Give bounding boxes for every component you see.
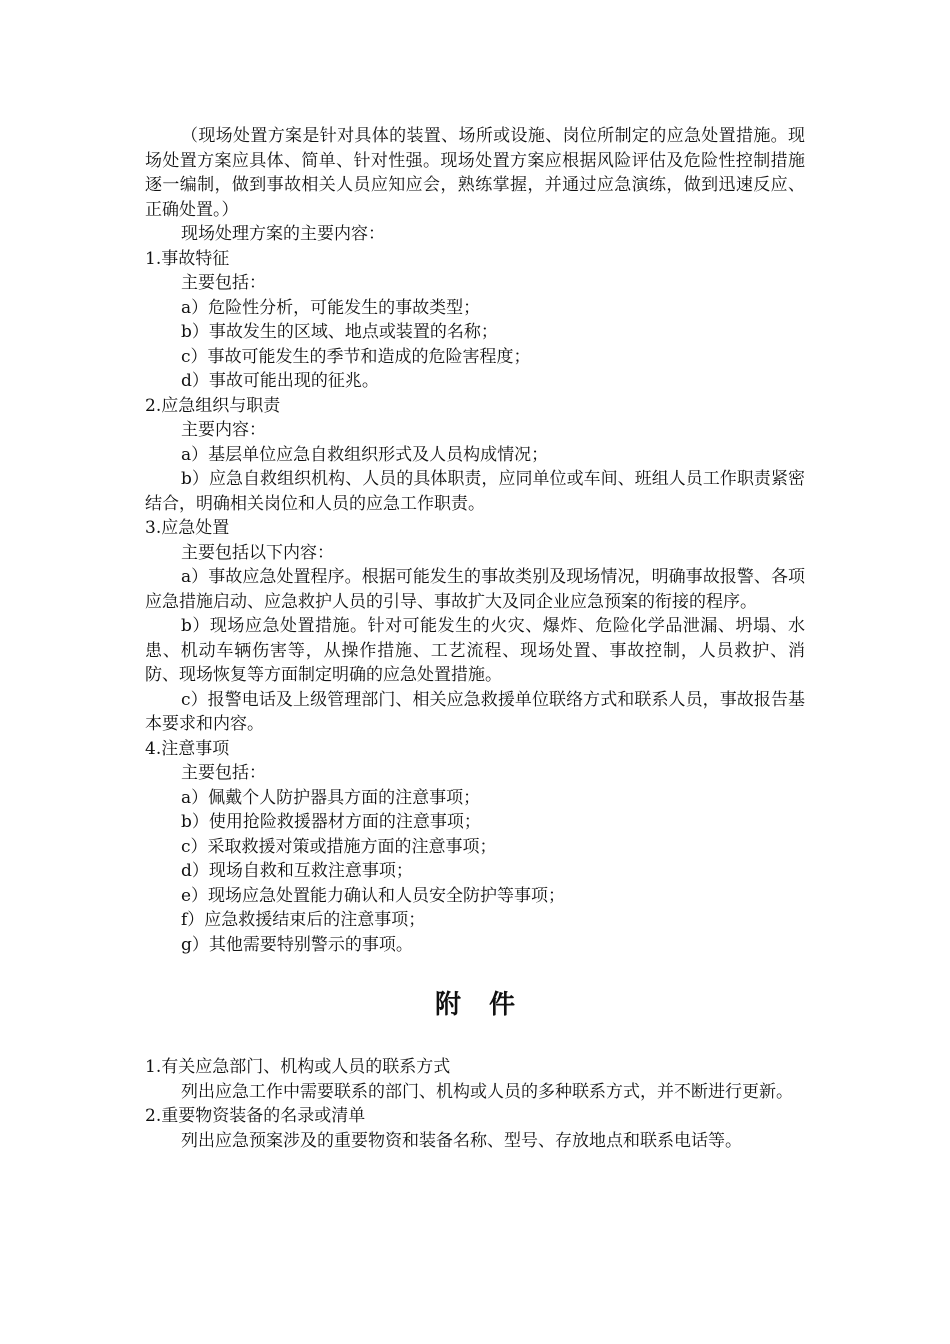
section-emergency-handling xyxy=(145,516,805,737)
main-content-label: 现场处理方案的主要内容： xyxy=(181,224,385,244)
section-heading: 4.注意事项 xyxy=(145,738,230,759)
section-precautions xyxy=(145,737,805,958)
list-item: d）事故可能出现的征兆。 xyxy=(181,371,379,391)
list-item: d）现场自救和互救注意事项； xyxy=(181,861,413,881)
section-heading: 1.事故特征 xyxy=(145,248,230,269)
section-organization xyxy=(145,394,805,517)
appendix-title: 附件 xyxy=(434,990,543,1020)
list-item: g）其他需要特别警示的事项。 xyxy=(181,934,413,955)
list-item: c）报警电话及上级管理部门、相关应急救援单位联络方式和联系人员，事故报告基本要求和内容。 xyxy=(145,689,805,734)
list-item: a）事故应急处置程序。根据可能发生的事故类别及现场情况，明确事故报警、各项应急措施启动、应急救护人员的引导、事故扩大及同企业应急预案的衔接的程序。 xyxy=(145,567,805,612)
list-item: b）事故发生的区域、地点或装置的名称； xyxy=(181,322,498,342)
list-item: a）基层单位应急自救组织形式及人员构成情况； xyxy=(181,444,549,465)
section-sub: 主要包括： xyxy=(181,763,266,783)
section-sub: 主要包括以下内容： xyxy=(181,542,334,563)
appendix-body: 列出应急预案涉及的重要物资和装备名称、型号、存放地点和联系电话等。 xyxy=(181,1130,742,1151)
document-page xyxy=(145,124,805,1153)
list-item: f）应急救援结束后的注意事项； xyxy=(181,910,426,930)
list-item: c）采取救援对策或措施方面的注意事项； xyxy=(181,836,497,857)
appendix-item-materials xyxy=(145,1104,805,1153)
section-sub: 主要内容： xyxy=(181,420,266,440)
section-heading: 3.应急处置 xyxy=(145,518,230,538)
appendix-body: 列出应急工作中需要联系的部门、机构或人员的多种联系方式，并不断进行更新。 xyxy=(181,1081,793,1102)
list-item: c）事故可能发生的季节和造成的危险害程度； xyxy=(181,346,531,367)
section-accident-features xyxy=(145,247,805,394)
list-item: a）佩戴个人防护器具方面的注意事项； xyxy=(181,787,481,808)
appendix-heading: 1.有关应急部门、机构或人员的联系方式 xyxy=(145,1057,451,1077)
appendix-heading: 2.重要物资装备的名录或清单 xyxy=(145,1106,366,1126)
appendix-item-contacts xyxy=(145,1055,805,1104)
section-heading: 2.应急组织与职责 xyxy=(145,395,281,416)
list-item: b）使用抢险救援器材方面的注意事项； xyxy=(181,812,481,832)
list-item: b）应急自救组织机构、人员的具体职责，应同单位或车间、班组人员工作职责紧密结合，明确相关岗位和人员的应急工作职责。 xyxy=(145,469,805,514)
list-item: b）现场应急处置措施。针对可能发生的火灾、爆炸、危险化学品泄漏、坍塌、水患、机动车辆伤害等，从操作措施、工艺流程、现场处置、事故控制，人员救护、消防、现场恢复等方面制定明确的应急处置措施。 xyxy=(145,616,805,685)
list-item: a）危险性分析，可能发生的事故类型； xyxy=(181,297,481,318)
intro-paragraph: （现场处置方案是针对具体的装置、场所或设施、岗位所制定的应急处置措施。现场处置方案应具体、简单、针对性强。现场处置方案应根据风险评估及危险性控制措施逐一编制，做到事故相关人员应知应会，熟练掌握，并通过应急演练，做到迅速反应、正确处置。） xyxy=(145,126,805,220)
list-item: e）现场应急处置能力确认和人员安全防护等事项； xyxy=(181,885,566,906)
section-sub: 主要包括： xyxy=(181,273,266,293)
